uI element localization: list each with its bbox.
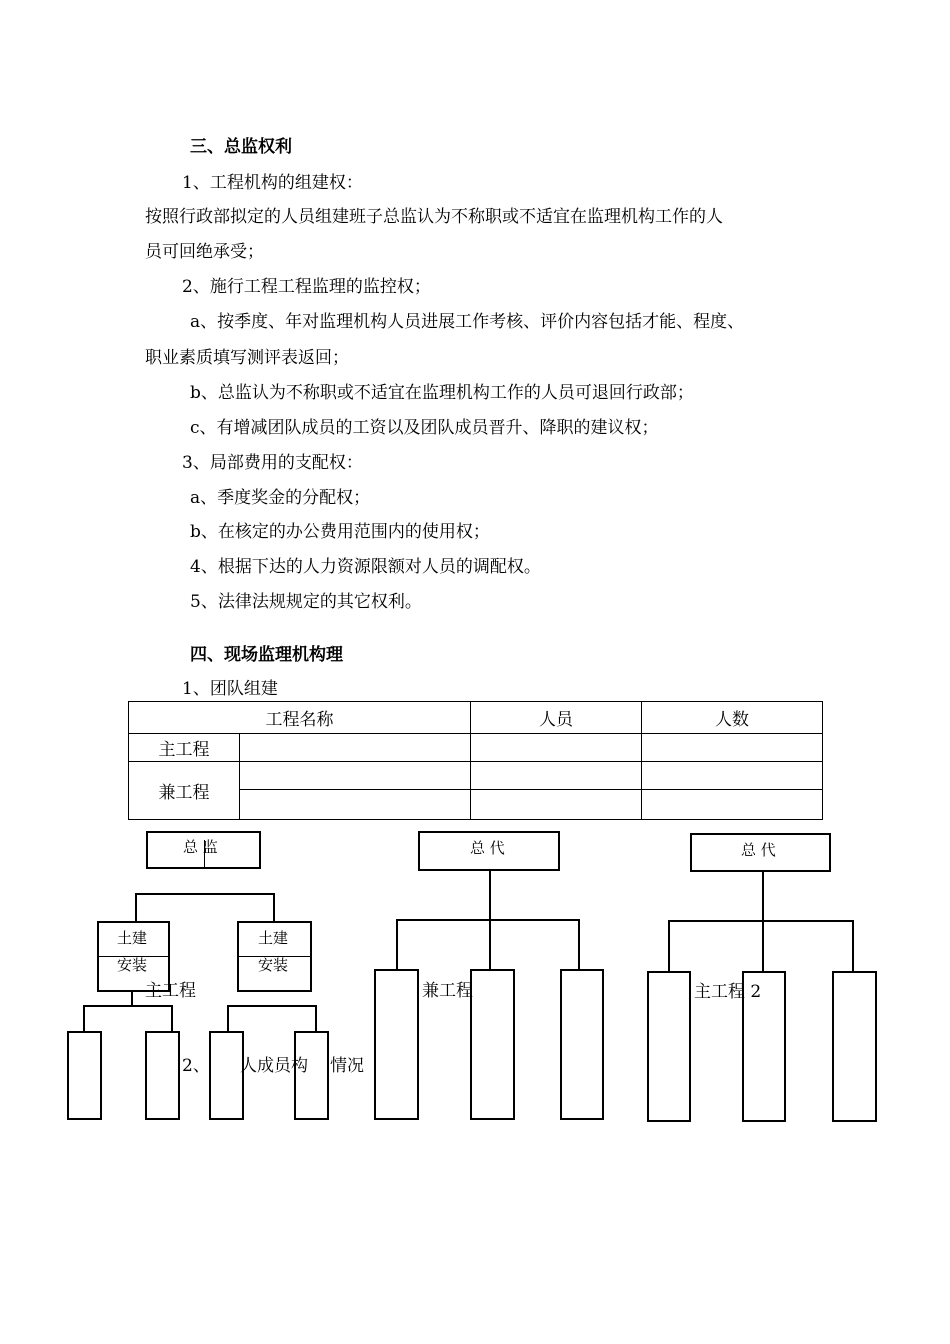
staff-box [560, 969, 604, 1120]
table-cell [642, 790, 823, 820]
connector [131, 992, 133, 1006]
team-table [128, 701, 823, 820]
connector [135, 893, 274, 895]
table-cell [642, 762, 823, 790]
header-project-name: 工程名称 [129, 702, 471, 734]
item3-a: a、季度奖金的分配权； [190, 488, 371, 508]
sub2-fragment-2: 人成员构 [240, 1056, 308, 1076]
staff-box [209, 1031, 244, 1120]
table-cell [240, 790, 471, 820]
section4-heading: 四、现场监理机构理 [190, 645, 343, 665]
item5: 5、法律法规规定的其它权利。 [190, 592, 422, 612]
deputy-label-2: 总 代 [741, 841, 776, 859]
item1-title: 1、工程机构的组建权： [182, 173, 363, 193]
connector [852, 920, 854, 972]
table-cell [471, 790, 642, 820]
header-count: 人数 [642, 702, 823, 734]
table-row [129, 734, 823, 762]
row-concurrent-label: 兼工程 [129, 762, 240, 820]
staff-box [832, 971, 877, 1122]
staff-box [470, 969, 515, 1120]
connector [396, 919, 580, 921]
connector [396, 919, 398, 969]
staff-box [145, 1031, 180, 1120]
table-cell [240, 762, 471, 790]
table-row [129, 762, 823, 790]
connector [171, 1005, 173, 1031]
connector [668, 920, 854, 922]
civil-label-1: 土建 [117, 929, 148, 947]
item2-c: c、有增减团队成员的工资以及团队成员晋升、降职的建议权； [190, 418, 659, 438]
connector [135, 893, 137, 922]
connector [227, 1005, 229, 1031]
connector [578, 919, 580, 969]
concurrent-project-label: 兼工程 [422, 981, 473, 1001]
item2-a-line2: 职业素质填写测评表返回； [145, 348, 349, 368]
item4: 4、根据下达的人力资源限额对人员的调配权。 [190, 557, 541, 577]
connector [668, 920, 670, 972]
connector [83, 1005, 173, 1007]
staff-box [647, 971, 691, 1122]
main-project-2-label: 主工程 2 [694, 982, 762, 1002]
connector [489, 871, 491, 921]
staff-box [374, 969, 419, 1120]
item2-a-line1: a、按季度、年对监理机构人员进展工作考核、评价内容包括才能、程度、 [190, 312, 745, 332]
item2-b: b、总监认为不称职或不适宜在监理机构工作的人员可退回行政部； [190, 383, 694, 403]
item3-title: 3、局部费用的支配权： [182, 453, 363, 473]
connector [762, 920, 764, 972]
deputy-label-1: 总 代 [470, 839, 505, 857]
install-label-2: 安装 [258, 956, 289, 974]
sub2-fragment-3: 情况 [330, 1056, 364, 1076]
staff-box [67, 1031, 102, 1120]
row-main-label: 主工程 [129, 734, 240, 762]
chief-label: 总 监 [183, 838, 218, 856]
connector [489, 919, 491, 969]
connector [83, 1005, 85, 1031]
connector [315, 1005, 317, 1031]
header-staff: 人员 [471, 702, 642, 734]
section3-heading: 三、总监权利 [190, 137, 292, 157]
connector [227, 1005, 317, 1007]
item1-body-line1: 按照行政部拟定的人员组建班子总监认为不称职或不适宜在监理机构工作的人 [145, 207, 723, 227]
item1-body-line2: 员可回绝承受； [145, 242, 264, 262]
table-cell [471, 762, 642, 790]
connector [762, 872, 764, 922]
main-project-label: 主工程 [145, 981, 196, 1001]
item2-title: 2、施行工程工程监理的监控权； [182, 277, 431, 297]
table-header-row [129, 702, 823, 734]
connector [273, 893, 275, 922]
table-cell [642, 734, 823, 762]
team-build-title: 1、团队组建 [182, 679, 278, 699]
install-label-1: 安装 [117, 956, 148, 974]
table-cell [471, 734, 642, 762]
sub2-fragment: 2、 [182, 1056, 210, 1076]
item3-b: b、在核定的办公费用范围内的使用权； [190, 522, 490, 542]
civil-label-2: 土建 [258, 929, 289, 947]
table-cell [240, 734, 471, 762]
